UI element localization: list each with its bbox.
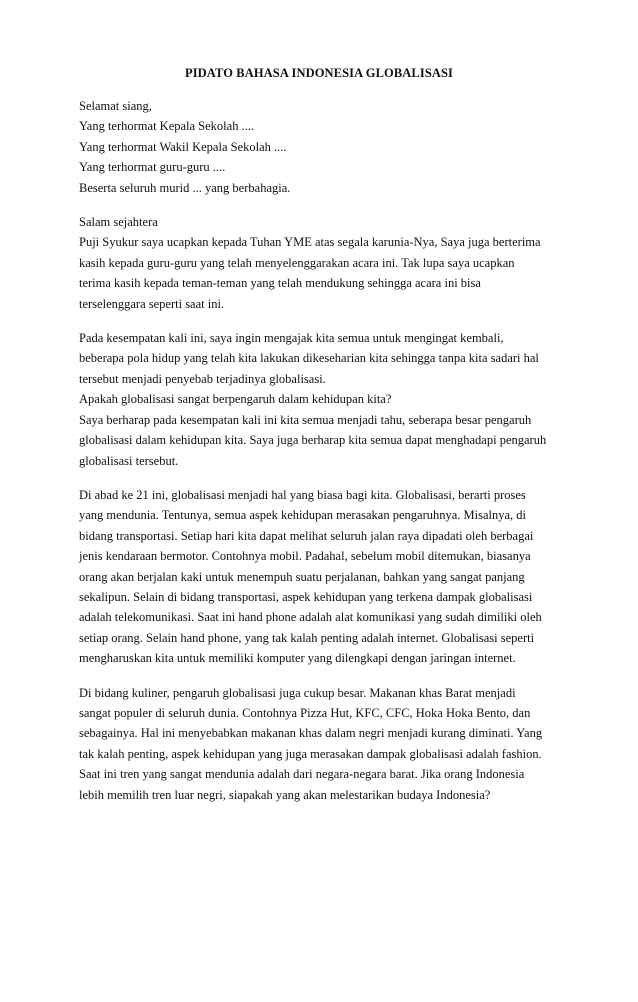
- text-line: Saat ini tren yang sangat mendunia adalah dari negara-negara barat. Jika orang Indonesia: [79, 767, 525, 782]
- text-line: Selamat siang,: [79, 99, 152, 113]
- text-line: orang akan berjalan kaki untuk menempuh suatu perjalanan, bahkan yang sangat panjang: [79, 569, 525, 584]
- text-line: Di bidang kuliner, pengaruh globalisasi juga cukup besar. Makanan khas Barat menjadi: [79, 685, 516, 700]
- text-line: sekalipun. Selain di bidang transportasi, aspek kehidupan yang terkena dampak globalisasi: [79, 589, 533, 604]
- text-line: lebih memilih tren luar negri, siapakah yang akan melestarikan budaya Indonesia?: [79, 787, 491, 802]
- text-line: Pada kesempatan kali ini, saya ingin mengajak kita semua untuk mengingat kembali,: [79, 331, 504, 346]
- text-line: Salam sejahtera: [79, 215, 158, 230]
- text-line: sebagainya. Hal ini menyebabkan makanan khas dalam negri menjadi kurang diminati. Yang: [79, 726, 543, 741]
- text-line: terima kasih kepada teman-teman yang telah mendukung sehingga acara ini bisa: [79, 276, 481, 291]
- text-line: sangat populer di seluruh dunia. Contohnya Pizza Hut, KFC, CFC, Hoka Hoka Bento, dan: [79, 705, 531, 720]
- paragraph-greeting: [79, 96, 571, 198]
- text-line: terselenggara seperti saat ini.: [79, 296, 225, 311]
- paragraph-abad-21: [79, 485, 571, 669]
- text-line: Beserta seluruh murid ... yang berbahagia.: [79, 180, 291, 195]
- text-line: Apakah globalisasi sangat berpengaruh dalam kehidupan kita?: [79, 392, 392, 407]
- paragraph-kesempatan: [79, 328, 571, 471]
- text-line: beberapa pola hidup yang telah kita lakukan dikeseharian kita sehingga tanpa kita sadari hal: [79, 351, 539, 366]
- text-line: globalisasi dalam kehidupan kita. Saya juga berharap kita semua dapat menghadapi pengaruh: [79, 433, 547, 448]
- text-line: adalah telekomunikasi. Saat ini hand phone adalah alat komunikasi yang sudah dimiliki oleh: [79, 610, 542, 625]
- text-line: tak kalah penting, aspek kehidupan yang juga merasakan dampak globalisasi adalah fashion.: [79, 746, 542, 761]
- page-title: PIDATO BAHASA INDONESIA GLOBALISASI: [184, 66, 454, 80]
- text-line: Di abad ke 21 ini, globalisasi menjadi hal yang biasa bagi kita. Globalisasi, berarti proses: [79, 487, 526, 502]
- text-line: Puji Syukur saya ucapkan kepada Tuhan YME atas segala karunia-Nya, Saya juga berterima: [79, 235, 541, 250]
- text-line: Yang terhormat Kepala Sekolah ....: [79, 119, 255, 134]
- text-line: kasih kepada guru-guru yang telah menyelenggarakan acara ini. Tak lupa saya ucapkan: [79, 255, 515, 270]
- speech-body: [79, 96, 571, 819]
- text-line: Yang terhormat guru-guru ....: [79, 160, 226, 175]
- text-line: globalisasi tersebut.: [79, 453, 179, 468]
- text-line: setiap orang. Selain hand phone, yang tak kalah penting adalah internet. Globalisasi seperti: [79, 630, 535, 645]
- text-line: tersebut menjadi penyebab terjadinya globalisasi.: [79, 371, 326, 386]
- text-line: Saya berharap pada kesempatan kali ini kita semua menjadi tahu, seberapa besar pengaruh: [79, 412, 532, 427]
- text-line: Yang terhormat Wakil Kepala Sekolah ....: [79, 139, 287, 154]
- paragraph-kuliner: [79, 683, 571, 805]
- text-line: mengharuskan kita untuk memiliki komputer yang dilengkapi dengan jaringan internet.: [79, 651, 516, 666]
- paragraph-salam: [79, 212, 571, 314]
- text-line: bidang transportasi. Setiap hari kita dapat melihat seluruh jalan raya dipadati oleh berbagai: [79, 528, 534, 543]
- text-line: yang mendunia. Tentunya, semua aspek kehidupan merasakan pengaruhnya. Misalnya, di: [79, 508, 527, 523]
- text-line: jenis kendaraan bermotor. Contohnya mobil. Padahal, sebelum mobil ditemukan, biasanya: [79, 549, 531, 564]
